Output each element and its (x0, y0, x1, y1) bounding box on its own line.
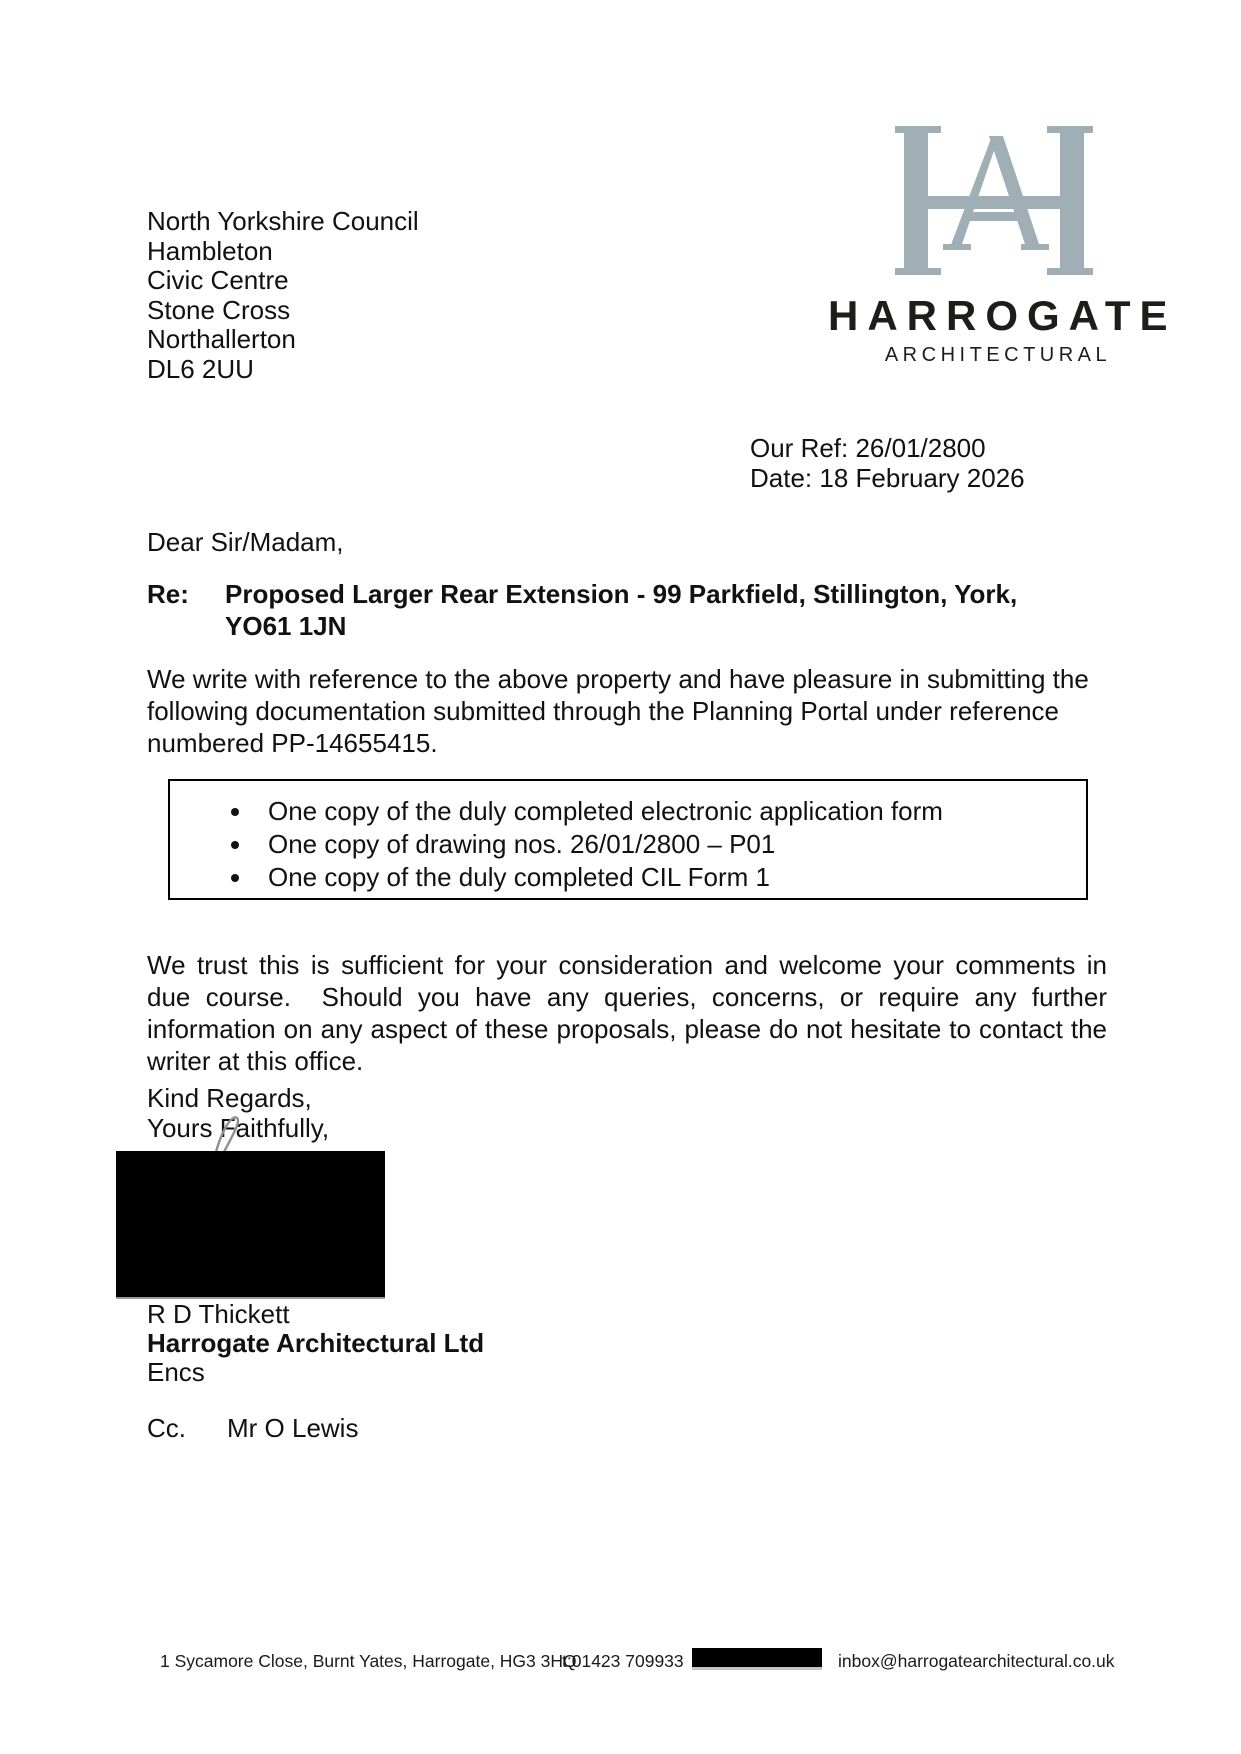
signoff-faithfully: Yours Faithfully, (147, 1113, 330, 1143)
cc-label: Cc. (147, 1413, 186, 1443)
logo-tagline: ARCHITECTURAL (884, 344, 1112, 366)
footer-address: 1 Sycamore Close, Burnt Yates, Harrogate, HG3 3HQ (160, 1651, 577, 1671)
body-paragraph-2: We trust this is sufficient for your consideration and welcome your comments in due course. Should you have any queries, concerns, or require any further information on any aspect of these proposals, please do not hesitate to contact the writer at this office. (147, 950, 1115, 1076)
recipient-line: Civic Centre (147, 265, 289, 295)
body-paragraph-1: We write with reference to the above property and have pleasure in submitting the following documentation submitted through the Planning Portal under reference numbered PP-14655415. (147, 664, 1089, 758)
subject-text-line2: YO61 1JN (225, 611, 347, 641)
enclosure-item: • One copy of drawing nos. 26/01/2800 – P01 (254, 828, 1086, 861)
signatory-block (147, 1300, 484, 1386)
logo-company-name: HARROGATE (828, 292, 1177, 339)
recipient-line: North Yorkshire Council (147, 206, 419, 236)
recipient-line: Northallerton (147, 324, 296, 354)
recipient-address (147, 207, 419, 384)
signature-redaction-box (116, 1151, 385, 1297)
signoff-regards: Kind Regards, (147, 1083, 312, 1113)
enclosures-box (168, 779, 1088, 900)
reference-block (750, 433, 1025, 493)
enclosures-list (170, 795, 1086, 894)
footer-redaction-box (692, 1648, 822, 1667)
recipient-line: DL6 2UU (147, 353, 254, 384)
letter-footer (0, 1648, 1241, 1674)
cc-name: Mr O Lewis (227, 1413, 359, 1443)
our-ref: Our Ref: 26/01/2800 (750, 433, 986, 463)
recipient-line: Hambleton (147, 235, 273, 266)
salutation: Dear Sir/Madam, (147, 527, 344, 557)
signatory-name: R D Thickett (147, 1299, 290, 1329)
footer-email: inbox@harrogatearchitectural.co.uk (838, 1651, 1115, 1671)
letter-date: Date: 18 February 2026 (750, 463, 1025, 493)
footer-phone: t:01423 709933 (562, 1651, 684, 1671)
ha-monogram-logo-icon (893, 126, 1095, 278)
enclosures-note: Encs (147, 1356, 205, 1387)
enclosure-item: • One copy of the duly completed CIL Form 1 (254, 861, 1086, 894)
signatory-company: Harrogate Architectural Ltd (147, 1327, 485, 1358)
recipient-line: Stone Cross (147, 294, 291, 325)
subject-prefix: Re: (147, 579, 189, 609)
enclosure-item: • One copy of the duly completed electronic application form (254, 795, 1086, 828)
signature-pen-stroke (208, 1112, 256, 1154)
subject-text-line1: Proposed Larger Rear Extension - 99 Parkfield, Stillington, York, (225, 579, 1018, 609)
